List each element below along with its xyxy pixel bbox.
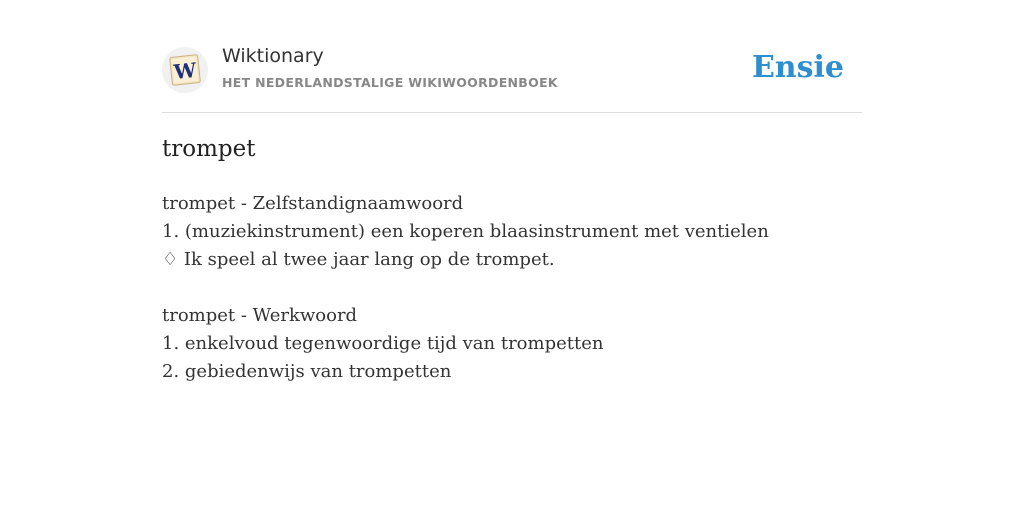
entry-spacer bbox=[162, 274, 769, 302]
site-header bbox=[162, 0, 862, 113]
site-name[interactable]: Wiktionary bbox=[222, 45, 324, 67]
definition-line: 2. gebiedenwijs van trompetten bbox=[162, 361, 452, 382]
definition-line: 1. (muziekinstrument) een koperen blaasinstrument met ventielen bbox=[162, 221, 769, 242]
site-tagline: HET NEDERLANDSTALIGE WIKIWOORDENBOEK bbox=[222, 75, 558, 90]
page-container bbox=[162, 0, 862, 382]
entry-heading-verb: trompet - Werkwoord bbox=[162, 305, 358, 326]
definition-entries bbox=[162, 190, 769, 386]
logo-graphic bbox=[162, 47, 208, 93]
entry-heading-noun: trompet - Zelfstandignaamwoord bbox=[162, 193, 464, 214]
logo-letter: W bbox=[172, 57, 198, 85]
example-line: ♢ Ik speel al twee jaar lang op de trompet. bbox=[162, 249, 555, 270]
definition-line: 1. enkelvoud tegenwoordige tijd van trompetten bbox=[162, 333, 604, 354]
page-title: trompet bbox=[162, 136, 256, 162]
ensie-brand-logo[interactable]: Ensie bbox=[751, 50, 844, 85]
wiktionary-tile-icon[interactable] bbox=[162, 47, 208, 93]
